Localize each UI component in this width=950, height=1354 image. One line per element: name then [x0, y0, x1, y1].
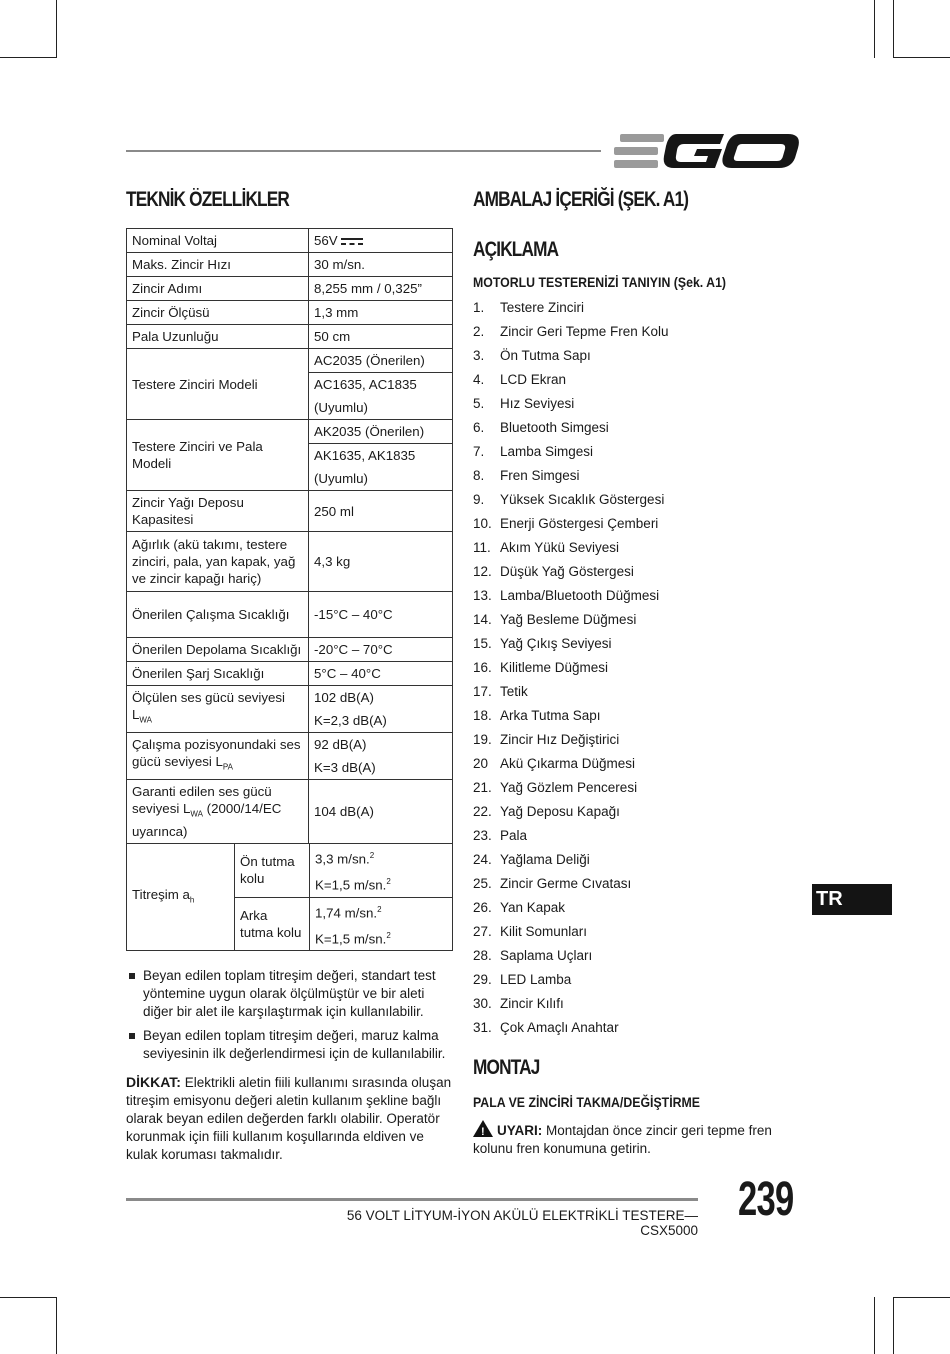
warning-note	[473, 1120, 813, 1158]
description-title: AÇIKLAMA	[473, 238, 559, 261]
list-item	[473, 776, 813, 800]
spec-value: AK2035 (Önerilen)	[309, 420, 453, 444]
list-item-label: Lamba/Bluetooth Düğmesi	[500, 588, 660, 603]
spec-label: Önerilen Depolama Sıcaklığı	[127, 638, 309, 662]
language-badge: TR	[812, 884, 892, 915]
spec-value: (Uyumlu)	[309, 396, 453, 420]
crop-mark	[893, 1297, 950, 1298]
table-row	[127, 843, 453, 870]
list-item-label: Hız Seviyesi	[500, 396, 575, 411]
list-item-number: 9.	[473, 492, 485, 507]
left-column	[126, 188, 453, 1164]
crop-mark	[893, 57, 950, 58]
list-item	[473, 848, 813, 872]
crop-mark	[893, 0, 894, 58]
list-item-number: 22.	[473, 804, 492, 819]
spec-label: Maks. Zincir Hızı	[127, 253, 309, 277]
spec-value: K=2,3 dB(A)	[309, 709, 453, 733]
list-item-label: LCD Ekran	[500, 372, 567, 387]
spec-table	[126, 228, 453, 844]
list-item-label: Zincir Hız Değiştirici	[500, 732, 620, 747]
list-item-label: Tetik	[500, 684, 528, 699]
list-item-label: Lamba Simgesi	[500, 444, 594, 459]
list-item	[473, 968, 813, 992]
ego-logo	[614, 128, 800, 174]
spec-value: AK1635, AK1835	[309, 444, 453, 468]
spec-value: 102 dB(A)	[309, 686, 453, 710]
vibration-table	[126, 843, 453, 952]
list-item	[473, 920, 813, 944]
list-item	[473, 896, 813, 920]
list-item	[473, 392, 813, 416]
list-item-label: Düşük Yağ Göstergesi	[500, 564, 634, 579]
spec-label: Garanti edilen ses gücü seviyesi $L_{WA}$ (2000/14/EC uyarınca)	[127, 780, 309, 844]
list-item-number: 16.	[473, 660, 492, 675]
crop-mark	[874, 0, 875, 58]
warning-text: Montajdan önce zincir geri tepme fren kolunu fren konumuna getirin.	[473, 1123, 772, 1156]
list-item-number: 15.	[473, 636, 492, 651]
footer-rule	[126, 1198, 698, 1201]
assembly-title: MONTAJ	[473, 1056, 540, 1079]
spec-value: (Uyumlu)	[309, 467, 453, 491]
table-row	[127, 780, 453, 844]
spec-value: K=1,5 m/sn.$^2$	[310, 870, 453, 897]
caution-text: Elektrikli aletin fiili kullanımı sırasında oluşan titreşim emisyonu değeri aletin kullanım şekline bağlı olarak beyan edilen değerden farklı olabilir. Operatör korunmak için fiili kullanım koşullarında eldiven ve kulak koruması takmalıdır.	[126, 1075, 452, 1163]
list-item	[473, 320, 813, 344]
table-row	[127, 325, 453, 349]
list-item-number: 6.	[473, 420, 485, 435]
list-item-label: Saplama Uçları	[500, 948, 593, 963]
list-item-number: 30.	[473, 996, 492, 1011]
list-item-label: Testere Zinciri	[500, 300, 585, 315]
list-item-number: 20	[473, 756, 489, 771]
list-item	[473, 464, 813, 488]
spec-value: 104 dB(A)	[309, 780, 453, 844]
list-item	[473, 704, 813, 728]
spec-sublabel: Ön tutma kolu	[235, 843, 310, 897]
spec-value: 56V	[309, 229, 453, 253]
list-item	[473, 992, 813, 1016]
list-item-number: 18.	[473, 708, 492, 723]
list-item-label: LED Lamba	[500, 972, 572, 987]
page-number: 239	[738, 1173, 794, 1226]
assembly-subtitle: PALA VE ZİNCİRİ TAKMA/DEĞİŞTİRME	[473, 1094, 701, 1110]
right-column	[473, 188, 813, 1158]
know-your-saw-subtitle: MOTORLU TESTERENİZİ TANIYIN (Şek. A1)	[473, 274, 727, 290]
spec-value: -15°C – 40°C	[309, 592, 453, 638]
list-item	[473, 1016, 813, 1040]
list-item	[473, 728, 813, 752]
box-contents-title: AMBALAJ İÇERİĞİ (ŞEK. A1)	[473, 188, 689, 211]
list-item	[473, 560, 813, 584]
header-rule	[126, 150, 601, 152]
list-item-number: 29.	[473, 972, 492, 987]
list-item	[473, 416, 813, 440]
list-item	[473, 608, 813, 632]
list-item-label: Fren Simgesi	[500, 468, 580, 483]
spec-label: Önerilen Şarj Sıcaklığı	[127, 662, 309, 686]
table-row	[127, 229, 453, 253]
parts-list	[473, 296, 813, 1040]
list-item-number: 27.	[473, 924, 492, 939]
list-item-label: Yağ Deposu Kapağı	[500, 804, 620, 819]
table-row	[127, 532, 453, 592]
list-item-number: 11.	[473, 540, 491, 555]
table-row	[127, 733, 453, 757]
crop-mark	[0, 1297, 57, 1298]
list-item	[473, 488, 813, 512]
spec-label: Ağırlık (akü takımı, testere zinciri, pala, yan kapak, yağ ve zincir kapağı hariç)	[127, 532, 309, 592]
warning-label: UYARI:	[497, 1123, 543, 1138]
spec-label: Titreşim $a_h$	[127, 843, 235, 951]
crop-mark	[0, 57, 57, 58]
spec-value: 5°C – 40°C	[309, 662, 453, 686]
crop-mark	[56, 0, 57, 58]
spec-value: 92 dB(A)	[309, 733, 453, 757]
list-item-label: Zincir Germe Cıvatası	[500, 876, 632, 891]
table-row	[127, 301, 453, 325]
list-item-label: Ön Tutma Sapı	[500, 348, 591, 363]
list-item-number: 1.	[473, 300, 485, 315]
caution-note	[126, 1073, 453, 1164]
list-item-label: Yüksek Sıcaklık Göstergesi	[500, 492, 665, 507]
list-item	[473, 632, 813, 656]
list-item	[473, 368, 813, 392]
spec-value: 4,3 kg	[309, 532, 453, 592]
spec-value: 50 cm	[309, 325, 453, 349]
list-item-label: Bluetooth Simgesi	[500, 420, 609, 435]
list-item-label: Pala	[500, 828, 528, 843]
list-item-number: 2.	[473, 324, 485, 339]
bullet-list	[126, 967, 453, 1063]
list-item: Beyan edilen toplam titreşim değeri, standart test yöntemine uygun olarak ölçülmüştür ve bir aleti diğer bir alet ile karşılaştırmak için kullanılabilir.	[126, 967, 453, 1021]
list-item	[473, 656, 813, 680]
spec-sublabel: Arka tutma kolu	[235, 897, 310, 951]
table-row	[127, 420, 453, 444]
spec-title: TEKNİK ÖZELLİKLER	[126, 188, 290, 211]
spec-label: Çalışma pozisyonundaki ses gücü seviyesi $L_{PA}$	[127, 733, 309, 780]
spec-label: Testere Zinciri ve Pala Modeli	[127, 420, 309, 491]
list-item-label: Yağ Çıkış Seviyesi	[500, 636, 612, 651]
table-row	[127, 253, 453, 277]
list-item-number: 31.	[473, 1020, 492, 1035]
list-item	[473, 752, 813, 776]
crop-mark	[893, 1297, 894, 1354]
spec-value: 1,74 m/sn.$^2$	[310, 897, 453, 924]
spec-label: Zincir Adımı	[127, 277, 309, 301]
spec-value: 30 m/sn.	[309, 253, 453, 277]
list-item-number: 14.	[473, 612, 492, 627]
spec-label: Pala Uzunluğu	[127, 325, 309, 349]
list-item-label: Kilit Somunları	[500, 924, 588, 939]
list-item-label: Zincir Geri Tepme Fren Kolu	[500, 324, 669, 339]
list-item-label: Yağ Gözlem Penceresi	[500, 780, 638, 795]
table-row	[127, 491, 453, 532]
table-row	[127, 592, 453, 638]
spec-value: 1,3 mm	[309, 301, 453, 325]
list-item	[473, 872, 813, 896]
list-item: Beyan edilen toplam titreşim değeri, maruz kalma seviyesinin ilk değerlendirmesi için de kullanılabilir.	[126, 1027, 453, 1063]
list-item-number: 28.	[473, 948, 492, 963]
table-row	[127, 686, 453, 710]
spec-label: Zincir Yağı Deposu Kapasitesi	[127, 491, 309, 532]
footer-text: 56 VOLT LİTYUM-İYON AKÜLÜ ELEKTRİKLİ TESTERE— CSX5000	[346, 1208, 698, 1238]
dc-symbol-icon	[341, 237, 363, 246]
spec-label: Önerilen Çalışma Sıcaklığı	[127, 592, 309, 638]
list-item	[473, 536, 813, 560]
list-item-label: Zincir Kılıfı	[500, 996, 564, 1011]
list-item	[473, 800, 813, 824]
list-item	[473, 680, 813, 704]
list-item-label: Enerji Göstergesi Çemberi	[500, 516, 659, 531]
spec-value: 3,3 m/sn.$^2$	[310, 843, 453, 870]
spec-label: Ölçülen ses gücü seviyesi $L_{WA}$	[127, 686, 309, 733]
list-item-number: 19.	[473, 732, 492, 747]
list-item-number: 10.	[473, 516, 492, 531]
list-item-number: 5.	[473, 396, 485, 411]
list-item-number: 13.	[473, 588, 492, 603]
list-item-label: Akü Çıkarma Düğmesi	[500, 756, 636, 771]
table-row	[127, 349, 453, 373]
list-item-number: 4.	[473, 372, 485, 387]
spec-value: -20°C – 70°C	[309, 638, 453, 662]
spec-value: 8,255 mm / 0,325”	[309, 277, 453, 301]
list-item	[473, 944, 813, 968]
list-item-number: 24.	[473, 852, 492, 867]
spec-label: Zincir Ölçüsü	[127, 301, 309, 325]
crop-mark	[56, 1297, 57, 1354]
list-item-label: Akım Yükü Seviyesi	[500, 540, 620, 555]
list-item-number: 23.	[473, 828, 492, 843]
spec-value: AC1635, AC1835	[309, 373, 453, 397]
list-item-number: 7.	[473, 444, 485, 459]
list-item-label: Yağlama Deliği	[500, 852, 590, 867]
list-item-number: 8.	[473, 468, 485, 483]
spec-value: AC2035 (Önerilen)	[309, 349, 453, 373]
list-item-label: Kilitleme Düğmesi	[500, 660, 609, 675]
spec-label: Testere Zinciri Modeli	[127, 349, 309, 420]
list-item	[473, 440, 813, 464]
list-item-number: 3.	[473, 348, 485, 363]
list-item-label: Arka Tutma Sapı	[500, 708, 601, 723]
table-row	[127, 277, 453, 301]
caution-label: DİKKAT:	[126, 1074, 181, 1091]
list-item-number: 26.	[473, 900, 492, 915]
list-item-number: 12.	[473, 564, 492, 579]
list-item-label: Yağ Besleme Düğmesi	[500, 612, 637, 627]
list-item-number: 17.	[473, 684, 492, 699]
list-item-label: Çok Amaçlı Anahtar	[500, 1020, 619, 1035]
spec-value: K=3 dB(A)	[309, 756, 453, 780]
list-item-number: 21.	[473, 780, 492, 795]
crop-mark	[874, 1297, 875, 1354]
list-item	[473, 584, 813, 608]
table-row	[127, 638, 453, 662]
spec-value: 250 ml	[309, 491, 453, 532]
list-item	[473, 344, 813, 368]
list-item	[473, 512, 813, 536]
table-row	[127, 662, 453, 686]
spec-label: Nominal Voltaj	[127, 229, 309, 253]
list-item-label: Yan Kapak	[500, 900, 566, 915]
list-item-number: 25.	[473, 876, 492, 891]
list-item	[473, 296, 813, 320]
list-item	[473, 824, 813, 848]
spec-value: K=1,5 m/sn.$^2$	[310, 924, 453, 951]
warning-icon: !	[473, 1120, 493, 1137]
